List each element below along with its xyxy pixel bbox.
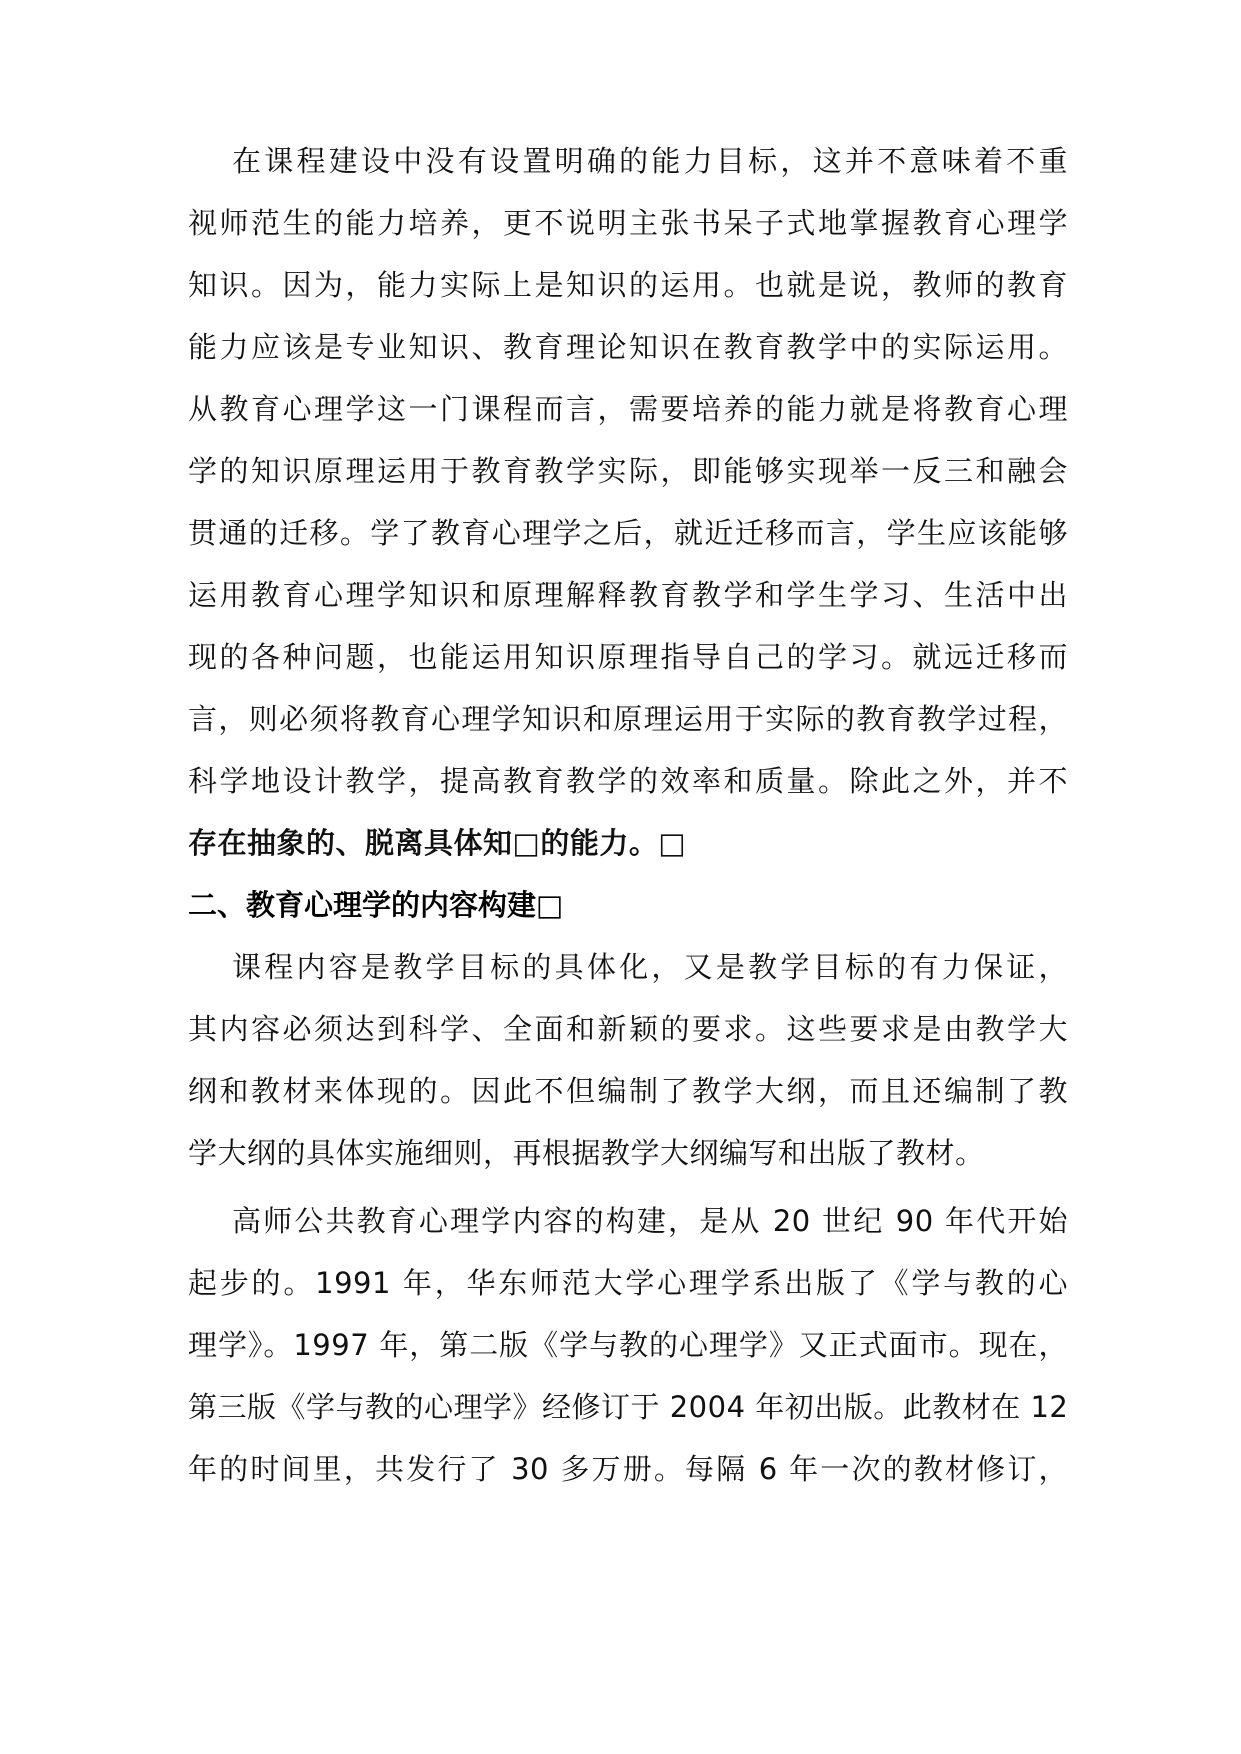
section-heading: 二、教育心理学的内容构建□ [188, 888, 564, 922]
paragraph-2-line-2: 其内容必须达到科学、全面和新颖的要求。这些要求是由教学大 [188, 1012, 1068, 1046]
paragraph-3-line-1: 高师公共教育心理学内容的构建，是从 20 世纪 90 年代开始 [232, 1204, 1068, 1238]
paragraph-3-line-4: 第三版《学与教的心理学》经修订于 2004 年初出版。此教材在 12 [188, 1390, 1069, 1424]
paragraph-1-line-2: 视师范生的能力培养，更不说明主张书呆子式地掌握教育心理学 [188, 206, 1068, 240]
paragraph-1-line-10: 言，则必须将教育心理学知识和原理运用于实际的教育教学过程， [188, 702, 1068, 736]
paragraph-2-line-3: 纲和教材来体现的。因此不但编制了教学大纲，而且还编制了教 [188, 1074, 1068, 1108]
paragraph-1-line-5: 从教育心理学这一门课程而言，需要培养的能力就是将教育心理 [188, 392, 1068, 426]
paragraph-3-line-5: 年的时间里，共发行了 30 多万册。每隔 6 年一次的教材修订， [188, 1452, 1068, 1486]
paragraph-2-line-1: 课程内容是教学目标的具体化，又是教学目标的有力保证， [232, 950, 1068, 984]
paragraph-2-line-4: 学大纲的具体实施细则，再根据教学大纲编写和出版了教材。 [188, 1136, 985, 1170]
paragraph-1-line-9: 现的各种问题，也能运用知识原理指导自己的学习。就远迁移而 [188, 640, 1068, 674]
paragraph-1-line-12: 存在抽象的、脱离具体知□的能力。□ [188, 826, 687, 860]
paragraph-1-line-11: 科学地设计教学，提高教育教学的效率和质量。除此之外，并不 [188, 764, 1068, 798]
paragraph-3-line-2: 起步的。1991 年，华东师范大学心理学系出版了《学与教的心 [188, 1266, 1068, 1300]
paragraph-3-line-3: 理学》。1997 年，第二版《学与教的心理学》又正式面市。现在， [188, 1328, 1068, 1362]
paragraph-1-line-3: 知识。因为，能力实际上是知识的运用。也就是说，教师的教育 [188, 268, 1068, 302]
paragraph-1-line-1: 在课程建设中没有设置明确的能力目标，这并不意味着不重 [232, 144, 1068, 178]
paragraph-1-line-7: 贯通的迁移。学了教育心理学之后，就近迁移而言，学生应该能够 [188, 516, 1068, 550]
paragraph-1-line-4: 能力应该是专业知识、教育理论知识在教育教学中的实际运用。 [188, 330, 1068, 364]
paragraph-1-line-6: 学的知识原理运用于教育教学实际，即能够实现举一反三和融会 [188, 454, 1068, 488]
paragraph-1-line-8: 运用教育心理学知识和原理解释教育教学和学生学习、生活中出 [188, 578, 1068, 612]
